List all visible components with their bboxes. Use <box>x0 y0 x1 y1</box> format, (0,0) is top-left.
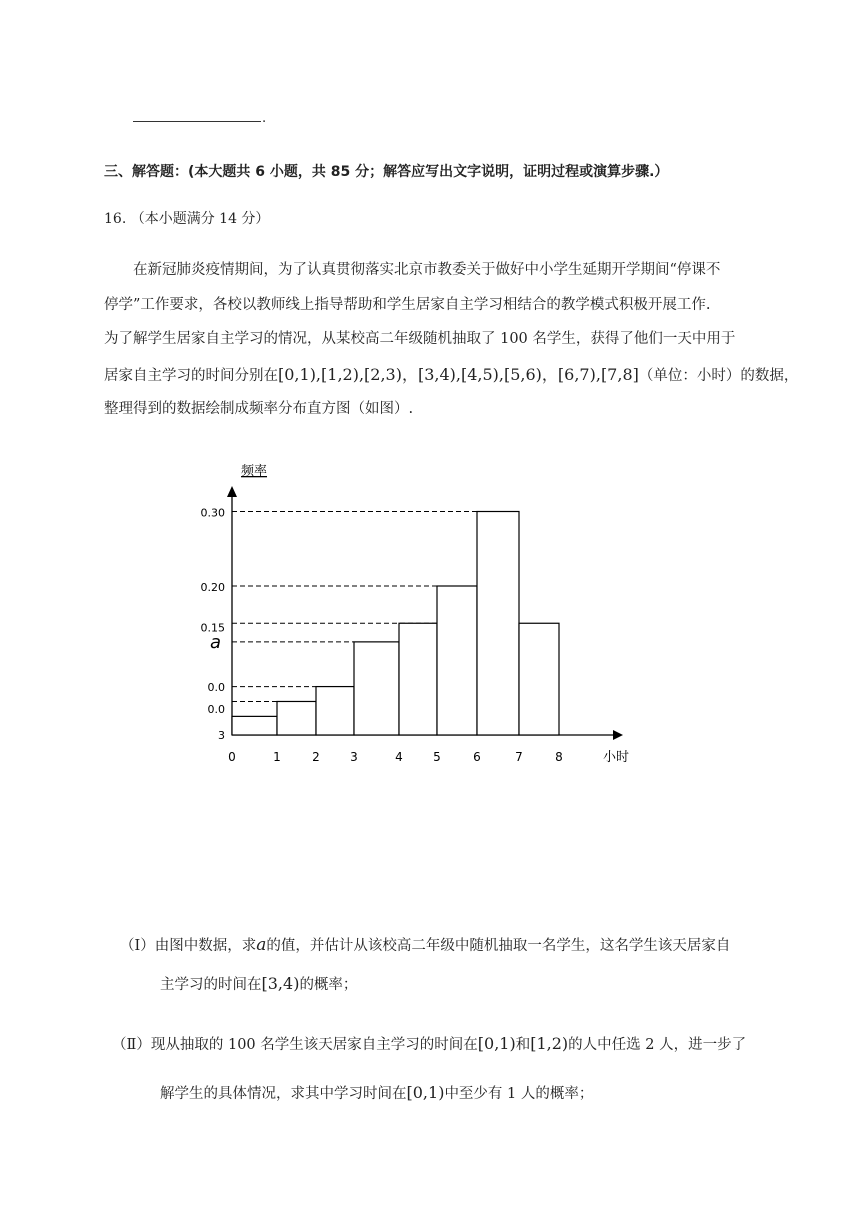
y-tick-label: 3 <box>218 729 225 742</box>
line4-prefix: 居家自主学习的时间分别在 <box>104 368 278 384</box>
bar-0 <box>232 716 277 735</box>
x-tick-label: 0 <box>228 750 236 764</box>
x-tick-label: 8 <box>555 750 563 764</box>
part-2-text-b: 的人中任选 2 人，进一步了 <box>568 1037 747 1053</box>
answer-blank-line <box>133 109 261 122</box>
part-2-line-1 <box>112 1033 746 1054</box>
x-tick-label: 4 <box>395 750 403 764</box>
bar-1 <box>277 701 316 735</box>
line4-suffix: （单位：小时）的数据， <box>638 368 799 384</box>
x-axis-arrow <box>613 730 623 740</box>
frequency-histogram <box>195 455 645 789</box>
x-tick-label: 1 <box>273 750 281 764</box>
histogram-svg <box>195 455 645 785</box>
question-line-5: 整理得到的数据绘制成频率分布直方图（如图）. <box>104 401 414 417</box>
part-2-interval-3: [0,1) <box>406 1083 445 1102</box>
part-1-text-a: 由图中数据，求 <box>154 938 257 954</box>
part-1-text-d: 的概率； <box>299 977 358 993</box>
part-1-text-c: 主学习的时间在 <box>160 977 262 993</box>
bar-3 <box>354 642 399 735</box>
question-line-2: 停学”工作要求，各校以教师线上指导帮助和学生居家自主学习相结合的教学模式积极开展工作. <box>104 297 711 313</box>
bar-6 <box>477 512 519 736</box>
y-axis-arrow <box>227 486 237 497</box>
question-line-3: 为了解学生居家自主学习的情况，从某校高二年级随机抽取了 100 名学生，获得了他们一天中用于 <box>104 331 736 347</box>
question-header <box>104 208 269 228</box>
question-line-1: 在新冠肺炎疫情期间，为了认真贯彻落实北京市教委关于做好中小学生延期开学期间“停课不 <box>133 262 721 278</box>
question-number: 16. <box>104 211 127 227</box>
part-2-text-a: 现从抽取的 100 名学生该天居家自主学习的时间在 <box>150 1037 478 1053</box>
part-2-line-2 <box>160 1082 593 1103</box>
part-2-text-c: 解学生的具体情况，求其中学习时间在 <box>160 1086 407 1102</box>
y-tick-label: 0.0 <box>207 681 225 694</box>
y-tick-label: a <box>209 631 221 653</box>
y-tick-label: 0.20 <box>200 581 225 594</box>
part-1-label: （Ⅰ） <box>120 938 155 954</box>
question-points: （本小题满分 14 分） <box>130 211 270 227</box>
part-2-interval-1: [0,1) <box>477 1034 516 1053</box>
part-1-line-2 <box>160 973 357 994</box>
y-tick-label: 0.30 <box>200 506 225 520</box>
y-tick-label: 0.15 <box>200 621 225 635</box>
part-1-line-1 <box>120 934 730 955</box>
question-line-4 <box>104 362 799 385</box>
x-tick-label: 3 <box>350 750 358 764</box>
part-2-text-d: 中至少有 1 人的概率； <box>444 1086 594 1102</box>
part-2-and: 和 <box>515 1037 531 1053</box>
intervals: [0,1),[1,2),[2,3)，[3,4),[4,5),[5,6)，[6,7),[7,8] <box>278 365 639 384</box>
bar-4 <box>399 623 437 735</box>
part-1-text-b: 的值，并估计从该校高二年级中随机抽取一名学生，这名学生该天居家自 <box>266 938 731 954</box>
bar-5 <box>437 586 477 735</box>
bar-2 <box>316 687 354 735</box>
bar-7 <box>519 623 559 735</box>
x-tick-label: 6 <box>473 750 481 764</box>
x-tick-label: 2 <box>312 750 320 764</box>
var-a: a <box>256 935 267 955</box>
part-2-label: （Ⅱ） <box>112 1037 151 1053</box>
x-tick-label: 7 <box>515 750 523 764</box>
y-tick-label: 0.0 <box>207 703 225 716</box>
section-heading: 三、解答题：(本大题共 6 小题，共 85 分；解答应写出文字说明，证明过程或演算步骤.） <box>104 164 669 180</box>
part-2-interval-2: [1,2) <box>530 1034 569 1053</box>
blank-period: . <box>262 111 267 126</box>
x-tick-label: 5 <box>433 750 441 764</box>
x-axis-label: 小时 <box>603 750 630 765</box>
y-axis-label: 频率 <box>241 464 268 479</box>
part-1-interval: [3,4) <box>261 974 300 993</box>
